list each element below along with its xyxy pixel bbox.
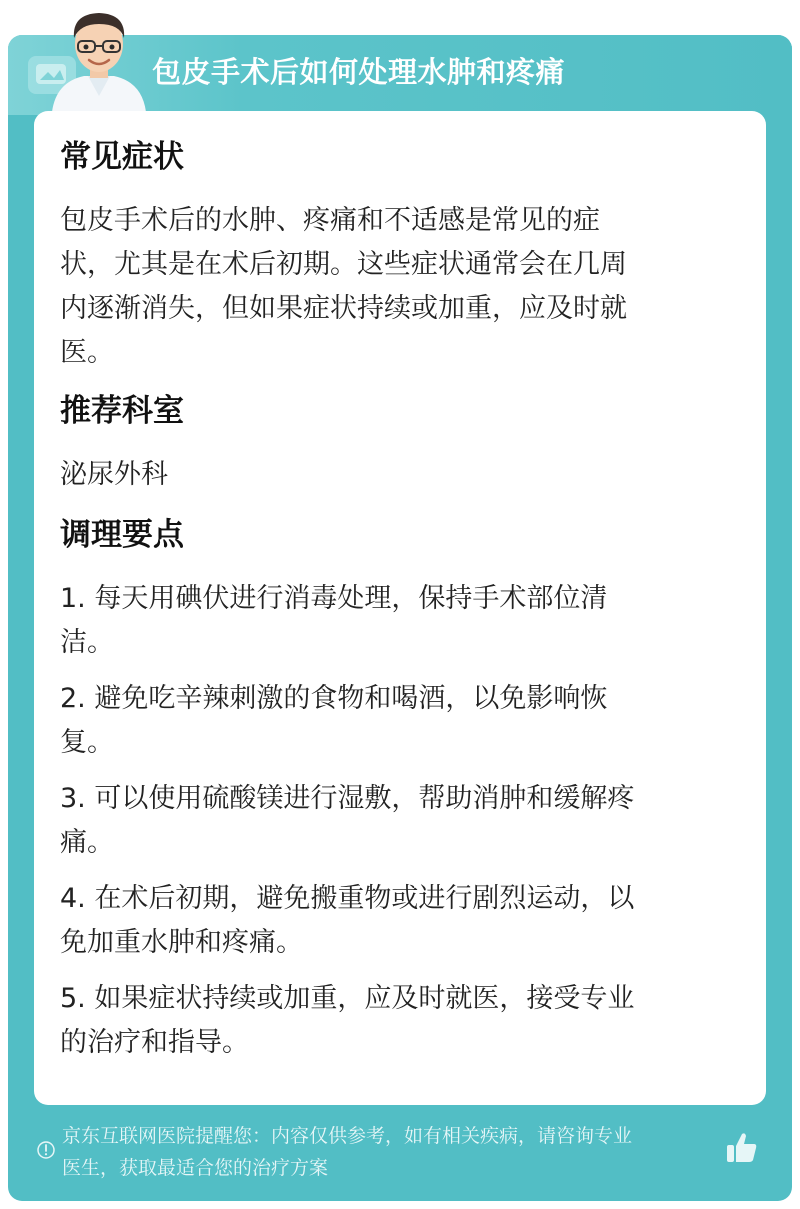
symptoms-line-1: 包皮手术后的水肿、疼痛和不适感是常见的症: [60, 205, 600, 236]
care-item-text: 如果症状持续或加重，应及时就医，接受专业: [94, 983, 635, 1014]
disclaimer-line-1: 京东互联网医院提醒您：内容仅供参考，如有相关疾病，请咨询专业: [62, 1125, 633, 1147]
care-item-text: 可以使用硫酸镁进行湿敷，帮助消肿和缓解疼: [94, 783, 635, 814]
care-item-3: [60, 777, 728, 821]
symptoms-line-3: 内逐渐消失，但如果症状持续或加重，应及时就: [60, 293, 627, 324]
care-item-number: 4.: [60, 883, 86, 914]
care-item-4-cont: 免加重水肿和疼痛。: [60, 927, 303, 958]
care-item-5-cont: 的治疗和指导。: [60, 1027, 249, 1058]
content-panel: [34, 111, 766, 1105]
care-item-text: 每天用碘伏进行消毒处理，保持手术部位清: [94, 583, 608, 614]
care-item-1: [60, 577, 728, 621]
care-item-text: 在术后初期，避免搬重物或进行剧烈运动，以: [94, 883, 635, 914]
care-item-2-cont: 复。: [60, 727, 114, 758]
care-item-3-cont: 痛。: [60, 827, 114, 858]
care-item-number: 1.: [60, 583, 86, 614]
symptoms-line-4: 医。: [60, 337, 114, 368]
care-item-text: 避免吃辛辣刺激的食物和喝酒，以免影响恢: [94, 683, 608, 714]
info-circle-icon: [36, 1140, 56, 1160]
department-value: 泌尿外科: [60, 459, 168, 490]
disclaimer-line-2: 医生，获取最适合您的治疗方案: [62, 1157, 329, 1179]
doctor-avatar: [44, 4, 154, 112]
page-title: 包皮手术后如何处理水肿和疼痛: [152, 55, 566, 89]
disclaimer-text: [62, 1120, 732, 1184]
care-item-5: [60, 977, 728, 1021]
care-item-number: 3.: [60, 783, 86, 814]
care-item-number: 2.: [60, 683, 86, 714]
section-title-care: 调理要点: [60, 517, 184, 553]
symptoms-line-2: 状，尤其是在术后初期。这些症状通常会在几周: [60, 249, 627, 280]
thumbs-up-icon[interactable]: [722, 1128, 762, 1168]
care-item-number: 5.: [60, 983, 86, 1014]
section-title-department: 推荐科室: [60, 393, 184, 429]
care-item-1-cont: 洁。: [60, 627, 114, 658]
section-title-symptoms: 常见症状: [60, 139, 184, 175]
care-item-2: [60, 677, 728, 721]
care-item-4: [60, 877, 728, 921]
